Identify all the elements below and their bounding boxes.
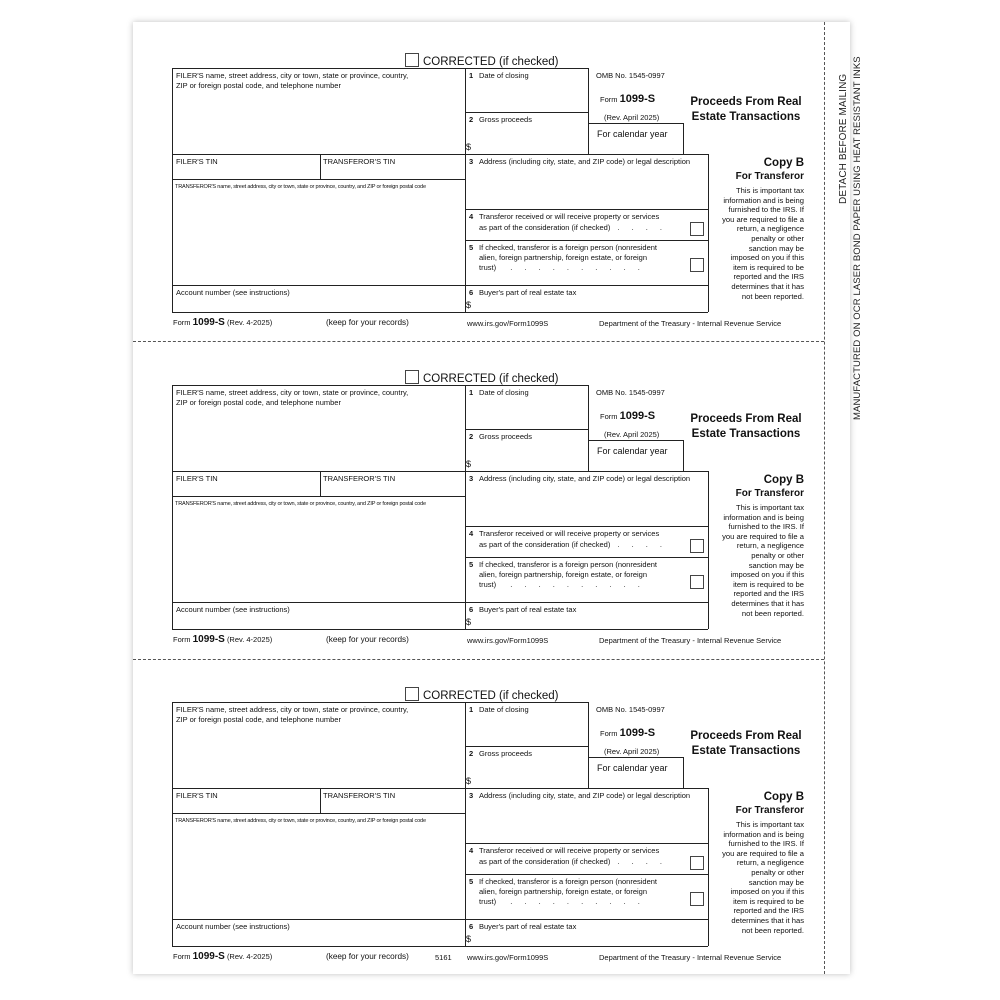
box1-number: 1 xyxy=(469,705,474,714)
rule xyxy=(172,68,173,312)
irs-website: www.irs.gov/Form1099S xyxy=(467,636,549,645)
transferor-tin-label: TRANSFEROR'S TIN xyxy=(323,474,396,483)
notice-line: furnished to the IRS. If xyxy=(728,839,804,849)
footer-form-number: 1099-S xyxy=(192,951,225,962)
notice-line: penalty or other xyxy=(751,867,804,877)
corrected-text: CORRECTED (if checked) xyxy=(423,690,559,702)
rule xyxy=(465,874,708,875)
box2-number: 2 xyxy=(469,115,474,124)
form-title xyxy=(685,412,807,442)
rule xyxy=(465,68,466,312)
corrected-text: CORRECTED (if checked) xyxy=(423,373,559,385)
title-line-2: Estate Transactions xyxy=(691,111,801,123)
title-line-1: Proceeds From Real xyxy=(690,730,802,742)
box6-dollar: $ xyxy=(466,300,472,310)
rule xyxy=(465,240,708,241)
notice-line: you are required to file a xyxy=(722,531,804,541)
box5-label-2: alien, foreign partnership, foreign estate, or foreign xyxy=(479,887,648,896)
rule xyxy=(320,154,321,179)
title-line-1: Proceeds From Real xyxy=(690,96,802,108)
calendar-year: For calendar year xyxy=(597,129,668,139)
box6-number: 6 xyxy=(469,922,474,931)
transferor-tin-label: TRANSFEROR'S TIN xyxy=(323,791,396,800)
box5-label-3: trust) . . . . . . . . . . xyxy=(479,263,645,272)
box2-dollar: $ xyxy=(466,776,472,786)
filer-tin-label: FILER'S TIN xyxy=(176,474,218,483)
box4-number: 4 xyxy=(469,846,474,855)
box4-checkbox[interactable] xyxy=(690,539,704,553)
rule xyxy=(588,702,589,788)
rule xyxy=(172,919,708,920)
box4-label: Transferor received or will receive property or services xyxy=(479,212,660,221)
rule xyxy=(320,471,321,496)
notice-line: imposed on you if this xyxy=(730,253,804,263)
box4-label-text: as part of the consideration (if checked) xyxy=(479,540,611,549)
form-title xyxy=(685,729,807,759)
form-word: Form xyxy=(600,729,618,738)
rule xyxy=(172,385,588,386)
keep-records: (keep for your records) xyxy=(326,635,409,644)
box5-label-3: trust) . . . . . . . . . . xyxy=(479,897,645,906)
calendar-year: For calendar year xyxy=(597,446,668,456)
omb-number: OMB No. 1545-0997 xyxy=(596,71,665,80)
revision: (Rev. April 2025) xyxy=(604,113,660,122)
box5-label-2: alien, foreign partnership, foreign estate, or foreign xyxy=(479,253,648,262)
box5-label: If checked, transferor is a foreign person (nonresident xyxy=(479,560,658,569)
box5-label-2: alien, foreign partnership, foreign estate, or foreign xyxy=(479,570,648,579)
revision: (Rev. April 2025) xyxy=(604,747,660,756)
rule xyxy=(588,757,683,758)
box3-label: Address (including city, state, and ZIP code) or legal description xyxy=(479,474,691,483)
transferor-name-label: TRANSFEROR'S name, street address, city or town, state or province, country, and ZIP or foreign postal code xyxy=(175,818,426,824)
form-word: Form xyxy=(600,412,618,421)
box4-label-2: as part of the consideration (if checked) . . . . xyxy=(479,540,667,549)
form-number-top xyxy=(600,726,655,741)
box4-label: Transferor received or will receive property or services xyxy=(479,529,660,538)
box2-label: Gross proceeds xyxy=(479,432,532,441)
box1-label: Date of closing xyxy=(479,388,529,397)
filer-name-label-2: ZIP or foreign postal code, and telephone number xyxy=(176,81,341,90)
notice-line: return, a negligence xyxy=(736,858,804,868)
rule xyxy=(172,285,708,286)
box4-label-2: as part of the consideration (if checked) . . . . xyxy=(479,223,667,232)
box2-dollar: $ xyxy=(466,459,472,469)
footer-rev: (Rev. 4-2025) xyxy=(226,635,273,644)
notice-line: imposed on you if this xyxy=(730,570,804,580)
notice-line: not been reported. xyxy=(741,925,804,935)
box4-label-text: as part of the consideration (if checked) xyxy=(479,857,611,866)
box5-checkbox[interactable] xyxy=(690,258,704,272)
rule xyxy=(588,68,589,154)
footer-form-word: Form xyxy=(173,635,191,644)
box5-label-3: trust) . . . . . . . . . . xyxy=(479,580,645,589)
box3-number: 3 xyxy=(469,791,474,800)
box2-label: Gross proceeds xyxy=(479,749,532,758)
box4-label-text: as part of the consideration (if checked) xyxy=(479,223,611,232)
account-number-label: Account number (see instructions) xyxy=(176,288,290,297)
notice-line: return, a negligence xyxy=(736,224,804,234)
rule xyxy=(172,702,588,703)
box4-number: 4 xyxy=(469,212,474,221)
footer-form-word: Form xyxy=(173,952,191,961)
rule xyxy=(172,312,708,313)
box4-number: 4 xyxy=(469,529,474,538)
rule xyxy=(172,179,465,180)
form-copy xyxy=(0,653,1000,962)
box1-number: 1 xyxy=(469,388,474,397)
rule xyxy=(465,702,466,946)
filer-name-label: FILER'S name, street address, city or town, state or province, country, xyxy=(176,705,409,714)
irs-website: www.irs.gov/Form1099S xyxy=(467,953,549,962)
corrected-checkbox-label[interactable] xyxy=(405,370,558,385)
keep-records: (keep for your records) xyxy=(326,952,409,961)
transferor-name-label: TRANSFEROR'S name, street address, city or town, state or province, country, and ZIP or foreign postal code xyxy=(175,501,426,507)
filer-tin-label: FILER'S TIN xyxy=(176,791,218,800)
rule xyxy=(683,123,684,154)
title-line-1: Proceeds From Real xyxy=(690,413,802,425)
box6-label: Buyer's part of real estate tax xyxy=(479,605,577,614)
form-copy xyxy=(0,19,1000,328)
notice-line: determines that it has xyxy=(731,598,804,608)
rule xyxy=(172,385,173,629)
notice-line: This is important tax xyxy=(736,503,804,512)
notice-line: sanction may be xyxy=(748,560,804,570)
box4-checkbox[interactable] xyxy=(690,222,704,236)
notice-line: item is required to be xyxy=(733,262,804,272)
corrected-checkbox-label[interactable] xyxy=(405,53,558,68)
corrected-checkbox[interactable] xyxy=(405,687,419,701)
box6-dollar: $ xyxy=(466,934,472,944)
filer-name-label-2: ZIP or foreign postal code, and telephone number xyxy=(176,398,341,407)
box5-checkbox[interactable] xyxy=(690,575,704,589)
rule xyxy=(588,123,683,124)
for-whom: For Transferor xyxy=(735,805,804,816)
box5-number: 5 xyxy=(469,560,474,569)
box5-checkbox[interactable] xyxy=(690,892,704,906)
rule xyxy=(465,112,588,113)
box5-number: 5 xyxy=(469,243,474,252)
rule xyxy=(465,429,588,430)
box3-label: Address (including city, state, and ZIP code) or legal description xyxy=(479,157,691,166)
rule xyxy=(172,154,708,155)
box5-label: If checked, transferor is a foreign person (nonresident xyxy=(479,243,658,252)
notice-line: return, a negligence xyxy=(736,541,804,551)
notice-line: penalty or other xyxy=(751,550,804,560)
corrected-checkbox-label[interactable] xyxy=(405,687,558,702)
notice-text xyxy=(709,503,804,618)
rule xyxy=(320,788,321,813)
notice-line: determines that it has xyxy=(731,281,804,291)
rule xyxy=(172,702,173,946)
rule xyxy=(172,788,708,789)
notice-line: item is required to be xyxy=(733,579,804,589)
filer-tin-label: FILER'S TIN xyxy=(176,157,218,166)
notice-text xyxy=(709,186,804,301)
calendar-year: For calendar year xyxy=(597,763,668,773)
notice-line: information and is being xyxy=(723,512,804,522)
for-whom: For Transferor xyxy=(735,488,804,499)
footer-form-word: Form xyxy=(173,318,191,327)
rule xyxy=(465,843,708,844)
notice-line: sanction may be xyxy=(748,877,804,887)
notice-line: determines that it has xyxy=(731,915,804,925)
account-number-label: Account number (see instructions) xyxy=(176,922,290,931)
department: Department of the Treasury - Internal Revenue Service xyxy=(599,953,782,962)
notice-line: reported and the IRS xyxy=(733,272,804,282)
box3-number: 3 xyxy=(469,474,474,483)
omb-number: OMB No. 1545-0997 xyxy=(596,388,665,397)
notice-line: not been reported. xyxy=(741,291,804,301)
notice-line: furnished to the IRS. If xyxy=(728,205,804,215)
notice-line: you are required to file a xyxy=(722,848,804,858)
box1-label: Date of closing xyxy=(479,71,529,80)
manufactured-text: MANUFACTURED ON OCR LASER BOND PAPER USING HEAT RESISTANT INKS xyxy=(852,56,863,420)
detach-text: DETACH BEFORE MAILING xyxy=(838,73,849,204)
irs-website: www.irs.gov/Form1099S xyxy=(467,319,549,328)
rule xyxy=(683,757,684,788)
footer-form xyxy=(173,951,272,963)
keep-records: (keep for your records) xyxy=(326,318,409,327)
corrected-text: CORRECTED (if checked) xyxy=(423,56,559,68)
rule xyxy=(465,526,708,527)
filer-name-label: FILER'S name, street address, city or town, state or province, country, xyxy=(176,71,409,80)
form-word: Form xyxy=(600,95,618,104)
box2-dollar: $ xyxy=(466,142,472,152)
box5-label: If checked, transferor is a foreign person (nonresident xyxy=(479,877,658,886)
title-line-2: Estate Transactions xyxy=(691,428,801,440)
box6-number: 6 xyxy=(469,605,474,614)
corrected-checkbox[interactable] xyxy=(405,370,419,384)
rule xyxy=(465,557,708,558)
notice-line: This is important tax xyxy=(736,820,804,829)
box1-label: Date of closing xyxy=(479,705,529,714)
filer-name-label: FILER'S name, street address, city or town, state or province, country, xyxy=(176,388,409,397)
box1-number: 1 xyxy=(469,71,474,80)
notice-line: sanction may be xyxy=(748,243,804,253)
footer-form-number: 1099-S xyxy=(192,634,225,645)
rule xyxy=(172,496,465,497)
box2-number: 2 xyxy=(469,749,474,758)
catalog-number: 5161 xyxy=(435,953,452,962)
footer-rev: (Rev. 4-2025) xyxy=(226,952,273,961)
form-number-top xyxy=(600,409,655,424)
form-number-top xyxy=(600,92,655,107)
form-number: 1099-S xyxy=(619,93,656,105)
transferor-tin-label: TRANSFEROR'S TIN xyxy=(323,157,396,166)
account-number-label: Account number (see instructions) xyxy=(176,605,290,614)
box2-label: Gross proceeds xyxy=(479,115,532,124)
notice-line: reported and the IRS xyxy=(733,906,804,916)
notice-line: information and is being xyxy=(723,829,804,839)
rule xyxy=(172,68,588,69)
box5-number: 5 xyxy=(469,877,474,886)
box3-label: Address (including city, state, and ZIP code) or legal description xyxy=(479,791,691,800)
box6-number: 6 xyxy=(469,288,474,297)
omb-number: OMB No. 1545-0997 xyxy=(596,705,665,714)
box4-label-2: as part of the consideration (if checked) . . . . xyxy=(479,857,667,866)
revision: (Rev. April 2025) xyxy=(604,430,660,439)
copy-label: Copy B xyxy=(763,474,804,486)
rule xyxy=(172,946,708,947)
copy-label: Copy B xyxy=(763,791,804,803)
corrected-checkbox[interactable] xyxy=(405,53,419,67)
notice-line: information and is being xyxy=(723,195,804,205)
notice-line: you are required to file a xyxy=(722,214,804,224)
footer-rev: (Rev. 4-2025) xyxy=(226,318,273,327)
box6-dollar: $ xyxy=(466,617,472,627)
notice-line: not been reported. xyxy=(741,608,804,618)
box2-number: 2 xyxy=(469,432,474,441)
rule xyxy=(588,385,589,471)
notice-text xyxy=(709,820,804,935)
rule xyxy=(172,629,708,630)
box4-label: Transferor received or will receive property or services xyxy=(479,846,660,855)
form-title xyxy=(685,95,807,125)
box5-label-text: trust) xyxy=(479,897,497,906)
notice-line: reported and the IRS xyxy=(733,589,804,599)
rule xyxy=(172,471,708,472)
notice-line: item is required to be xyxy=(733,896,804,906)
filer-name-label-2: ZIP or foreign postal code, and telephone number xyxy=(176,715,341,724)
box5-label-text: trust) xyxy=(479,263,497,272)
box6-label: Buyer's part of real estate tax xyxy=(479,922,577,931)
footer-form-number: 1099-S xyxy=(192,317,225,328)
notice-line: This is important tax xyxy=(736,186,804,195)
rule xyxy=(465,209,708,210)
transferor-name-label: TRANSFEROR'S name, street address, city or town, state or province, country, and ZIP or foreign postal code xyxy=(175,184,426,190)
department: Department of the Treasury - Internal Revenue Service xyxy=(599,319,782,328)
box4-checkbox[interactable] xyxy=(690,856,704,870)
for-whom: For Transferor xyxy=(735,171,804,182)
department: Department of the Treasury - Internal Revenue Service xyxy=(599,636,782,645)
form-number: 1099-S xyxy=(619,410,656,422)
box6-label: Buyer's part of real estate tax xyxy=(479,288,577,297)
rule xyxy=(172,813,465,814)
form-copy xyxy=(0,336,1000,645)
notice-line: furnished to the IRS. If xyxy=(728,522,804,532)
title-line-2: Estate Transactions xyxy=(691,745,801,757)
notice-line: penalty or other xyxy=(751,233,804,243)
box3-number: 3 xyxy=(469,157,474,166)
copy-label: Copy B xyxy=(763,157,804,169)
footer-form xyxy=(173,317,272,329)
rule xyxy=(172,602,708,603)
rule xyxy=(465,385,466,629)
footer-form xyxy=(173,634,272,646)
rule xyxy=(588,440,683,441)
form-number: 1099-S xyxy=(619,727,656,739)
notice-line: imposed on you if this xyxy=(730,887,804,897)
box5-label-text: trust) xyxy=(479,580,497,589)
rule xyxy=(683,440,684,471)
rule xyxy=(465,746,588,747)
